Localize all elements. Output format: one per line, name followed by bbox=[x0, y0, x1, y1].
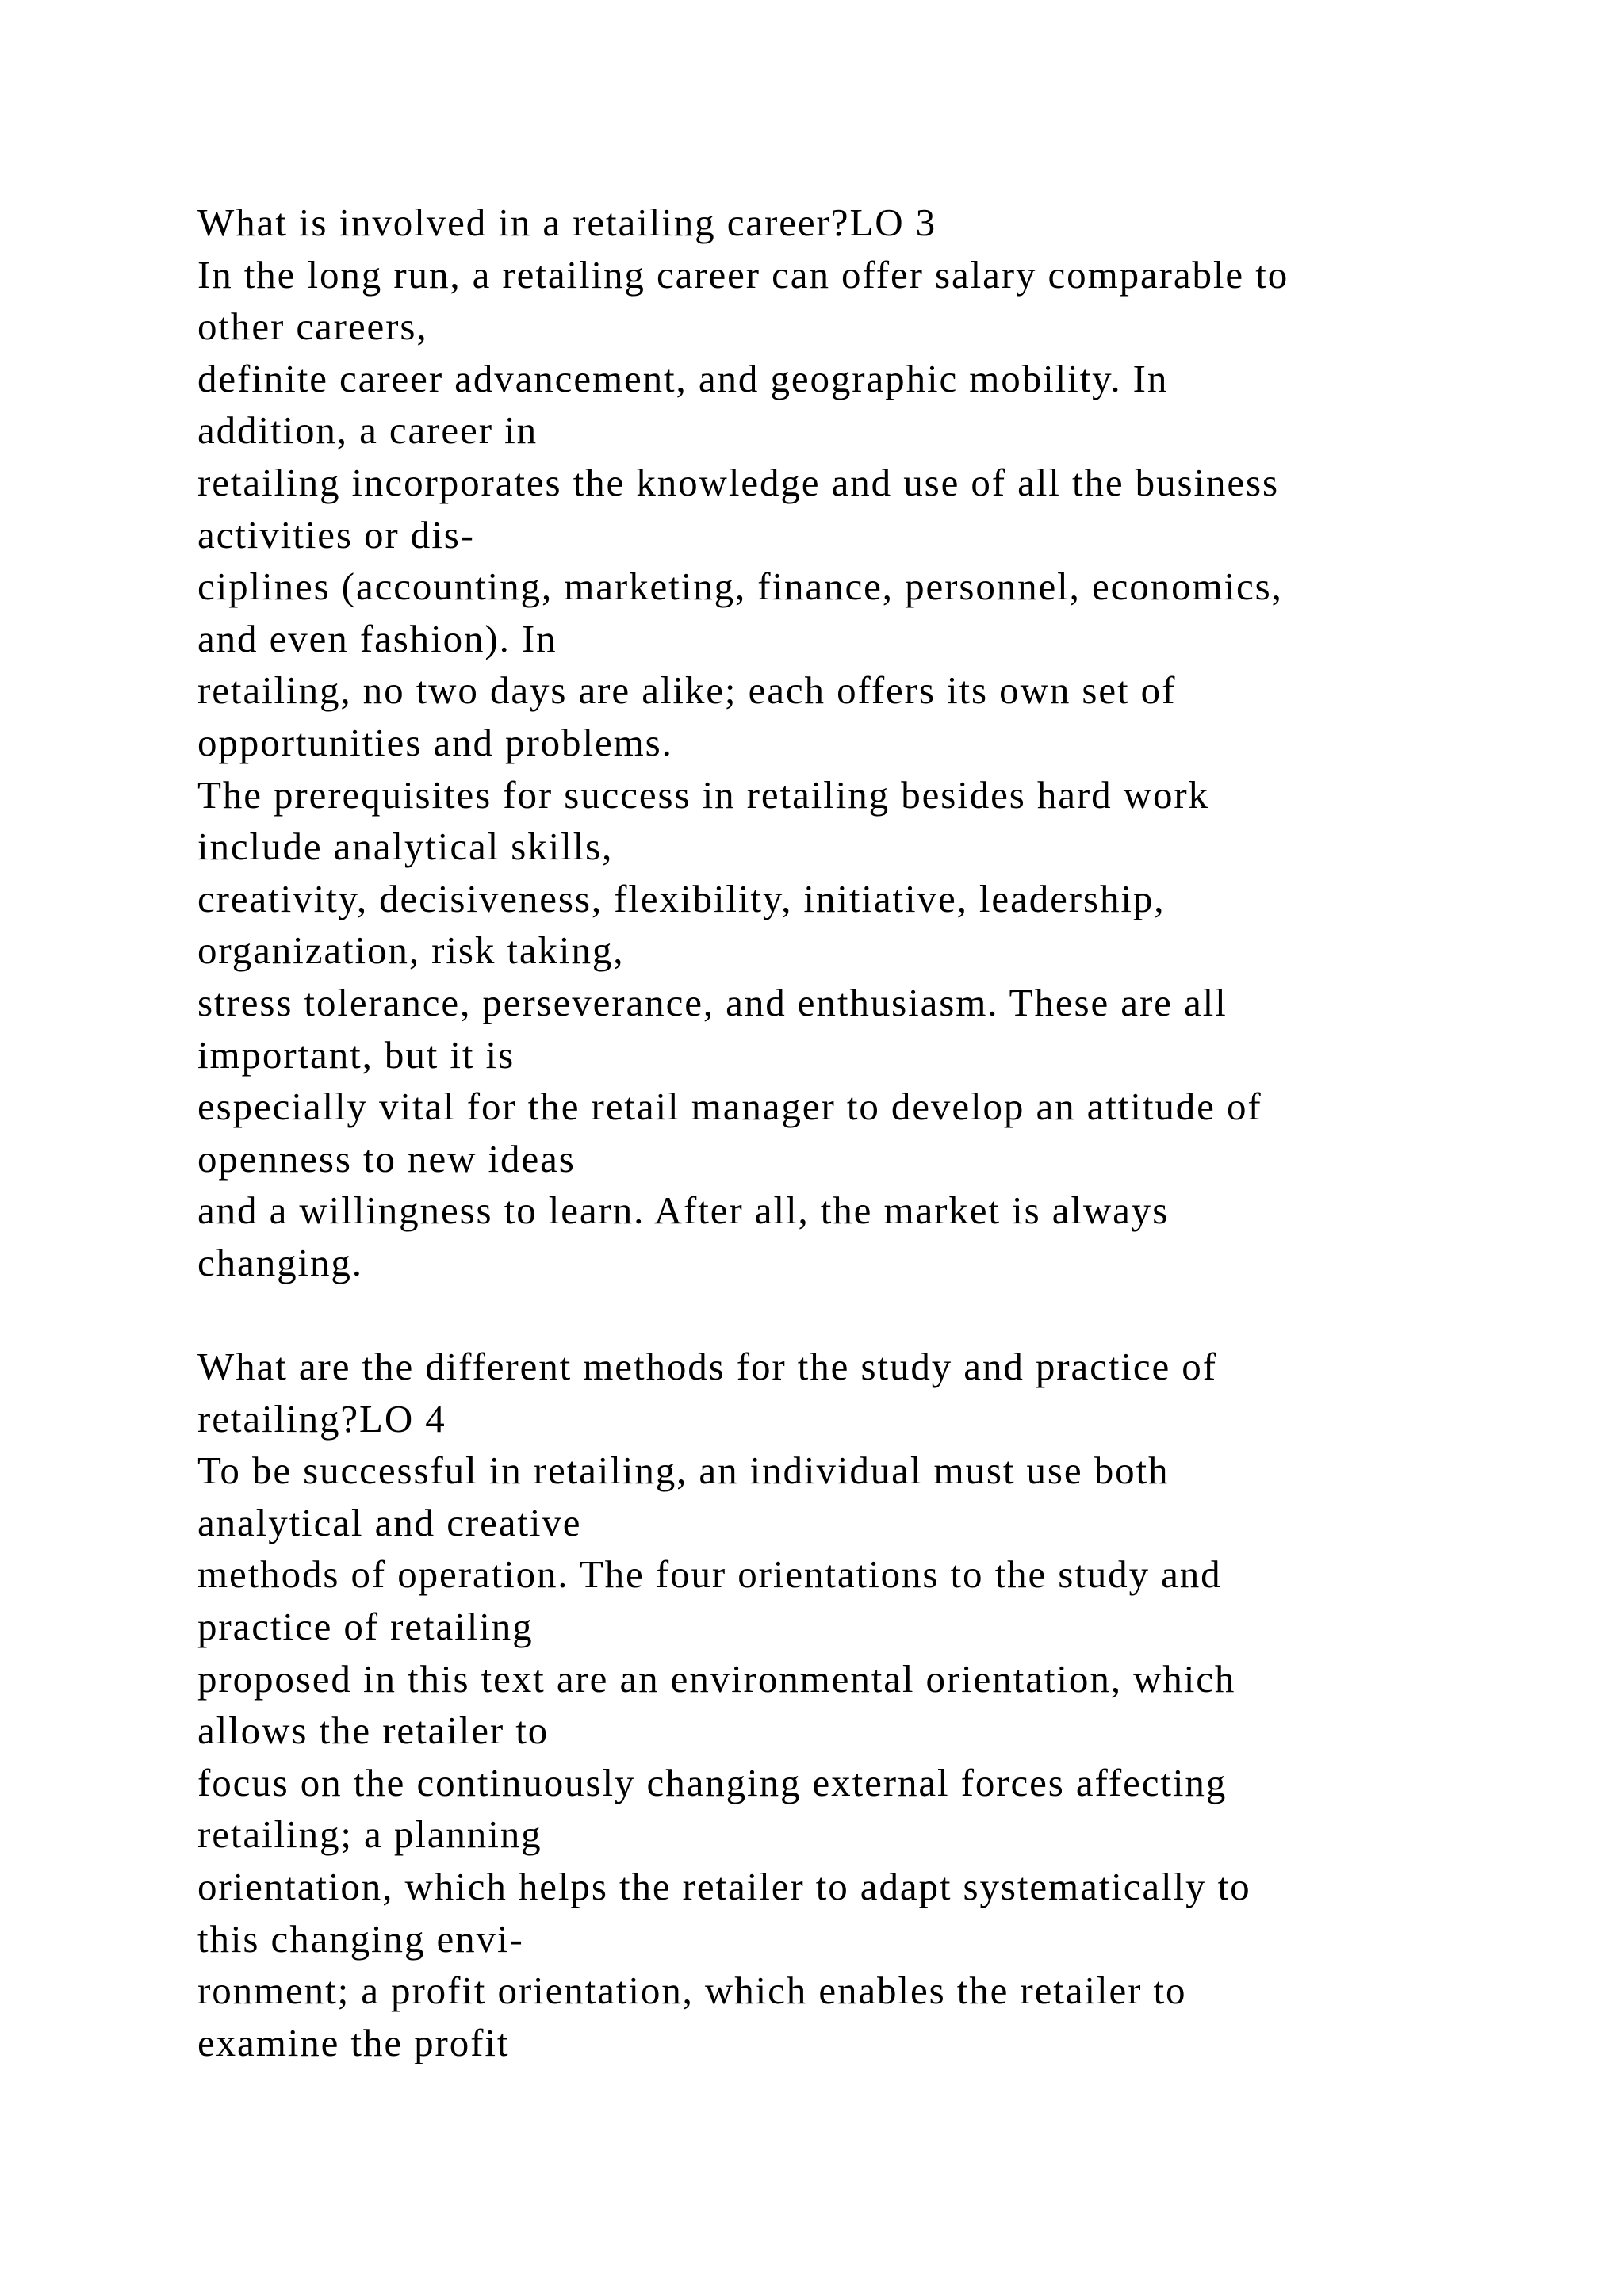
text-line: creativity, decisiveness, flexibility, initiative, leadership, bbox=[197, 876, 1166, 920]
text-line: opportunities and problems. bbox=[197, 720, 673, 764]
text-line: methods of operation. The four orientations to the study and bbox=[197, 1552, 1222, 1597]
text-line: openness to new ideas bbox=[197, 1136, 576, 1181]
text-line: especially vital for the retail manager to develop an attitude of bbox=[197, 1085, 1262, 1129]
text-line: retailing?LO 4 bbox=[197, 1396, 446, 1441]
text-line: allows the retailer to bbox=[197, 1709, 550, 1753]
text-line: organization, risk taking, bbox=[197, 928, 625, 973]
text-line: this changing envi- bbox=[197, 1916, 524, 1961]
text-line: ronment; a profit orientation, which enables the retailer to bbox=[197, 1969, 1187, 2013]
text-line: focus on the continuously changing external forces affecting bbox=[197, 1760, 1228, 1804]
text-line: and a willingness to learn. After all, the market is always bbox=[197, 1188, 1170, 1233]
document-text bbox=[197, 197, 1593, 2068]
text-line: examine the profit bbox=[197, 2020, 510, 2064]
text-line: and even fashion). In bbox=[197, 616, 557, 660]
text-line: retailing, no two days are alike; each offers its own set of bbox=[197, 668, 1177, 713]
text-line: What is involved in a retailing career?LO 3 bbox=[197, 201, 937, 244]
text-line: important, but it is bbox=[197, 1032, 515, 1077]
text-line: To be successful in retailing, an individual must use both bbox=[197, 1448, 1170, 1493]
text-line: orientation, which helps the retailer to adapt systematically to bbox=[197, 1865, 1251, 1908]
text-line: The prerequisites for success in retailing besides hard work bbox=[197, 772, 1210, 817]
text-line: activities or dis- bbox=[197, 512, 475, 557]
text-line: other careers, bbox=[197, 304, 428, 349]
text-line: addition, a career in bbox=[197, 408, 538, 453]
text-line: include analytical skills, bbox=[197, 825, 614, 869]
text-line: In the long run, a retailing career can offer salary comparable to bbox=[197, 252, 1289, 297]
text-line: retailing; a planning bbox=[197, 1812, 542, 1857]
blank-line bbox=[197, 1288, 1593, 1341]
text-line: What are the different methods for the study and practice of bbox=[197, 1345, 1217, 1389]
text-line: analytical and creative bbox=[197, 1500, 582, 1544]
text-line: proposed in this text are an environmental orientation, which bbox=[197, 1656, 1236, 1701]
text-line: changing. bbox=[197, 1240, 363, 1284]
text-line: practice of retailing bbox=[197, 1605, 534, 1649]
text-line: retailing incorporates the knowledge and use of all the business bbox=[197, 460, 1279, 504]
text-line: ciplines (accounting, marketing, finance, personnel, economics, bbox=[197, 564, 1283, 609]
text-line: stress tolerance, perseverance, and enthusiasm. These are all bbox=[197, 980, 1228, 1024]
text-line: definite career advancement, and geographic mobility. In bbox=[197, 356, 1169, 400]
